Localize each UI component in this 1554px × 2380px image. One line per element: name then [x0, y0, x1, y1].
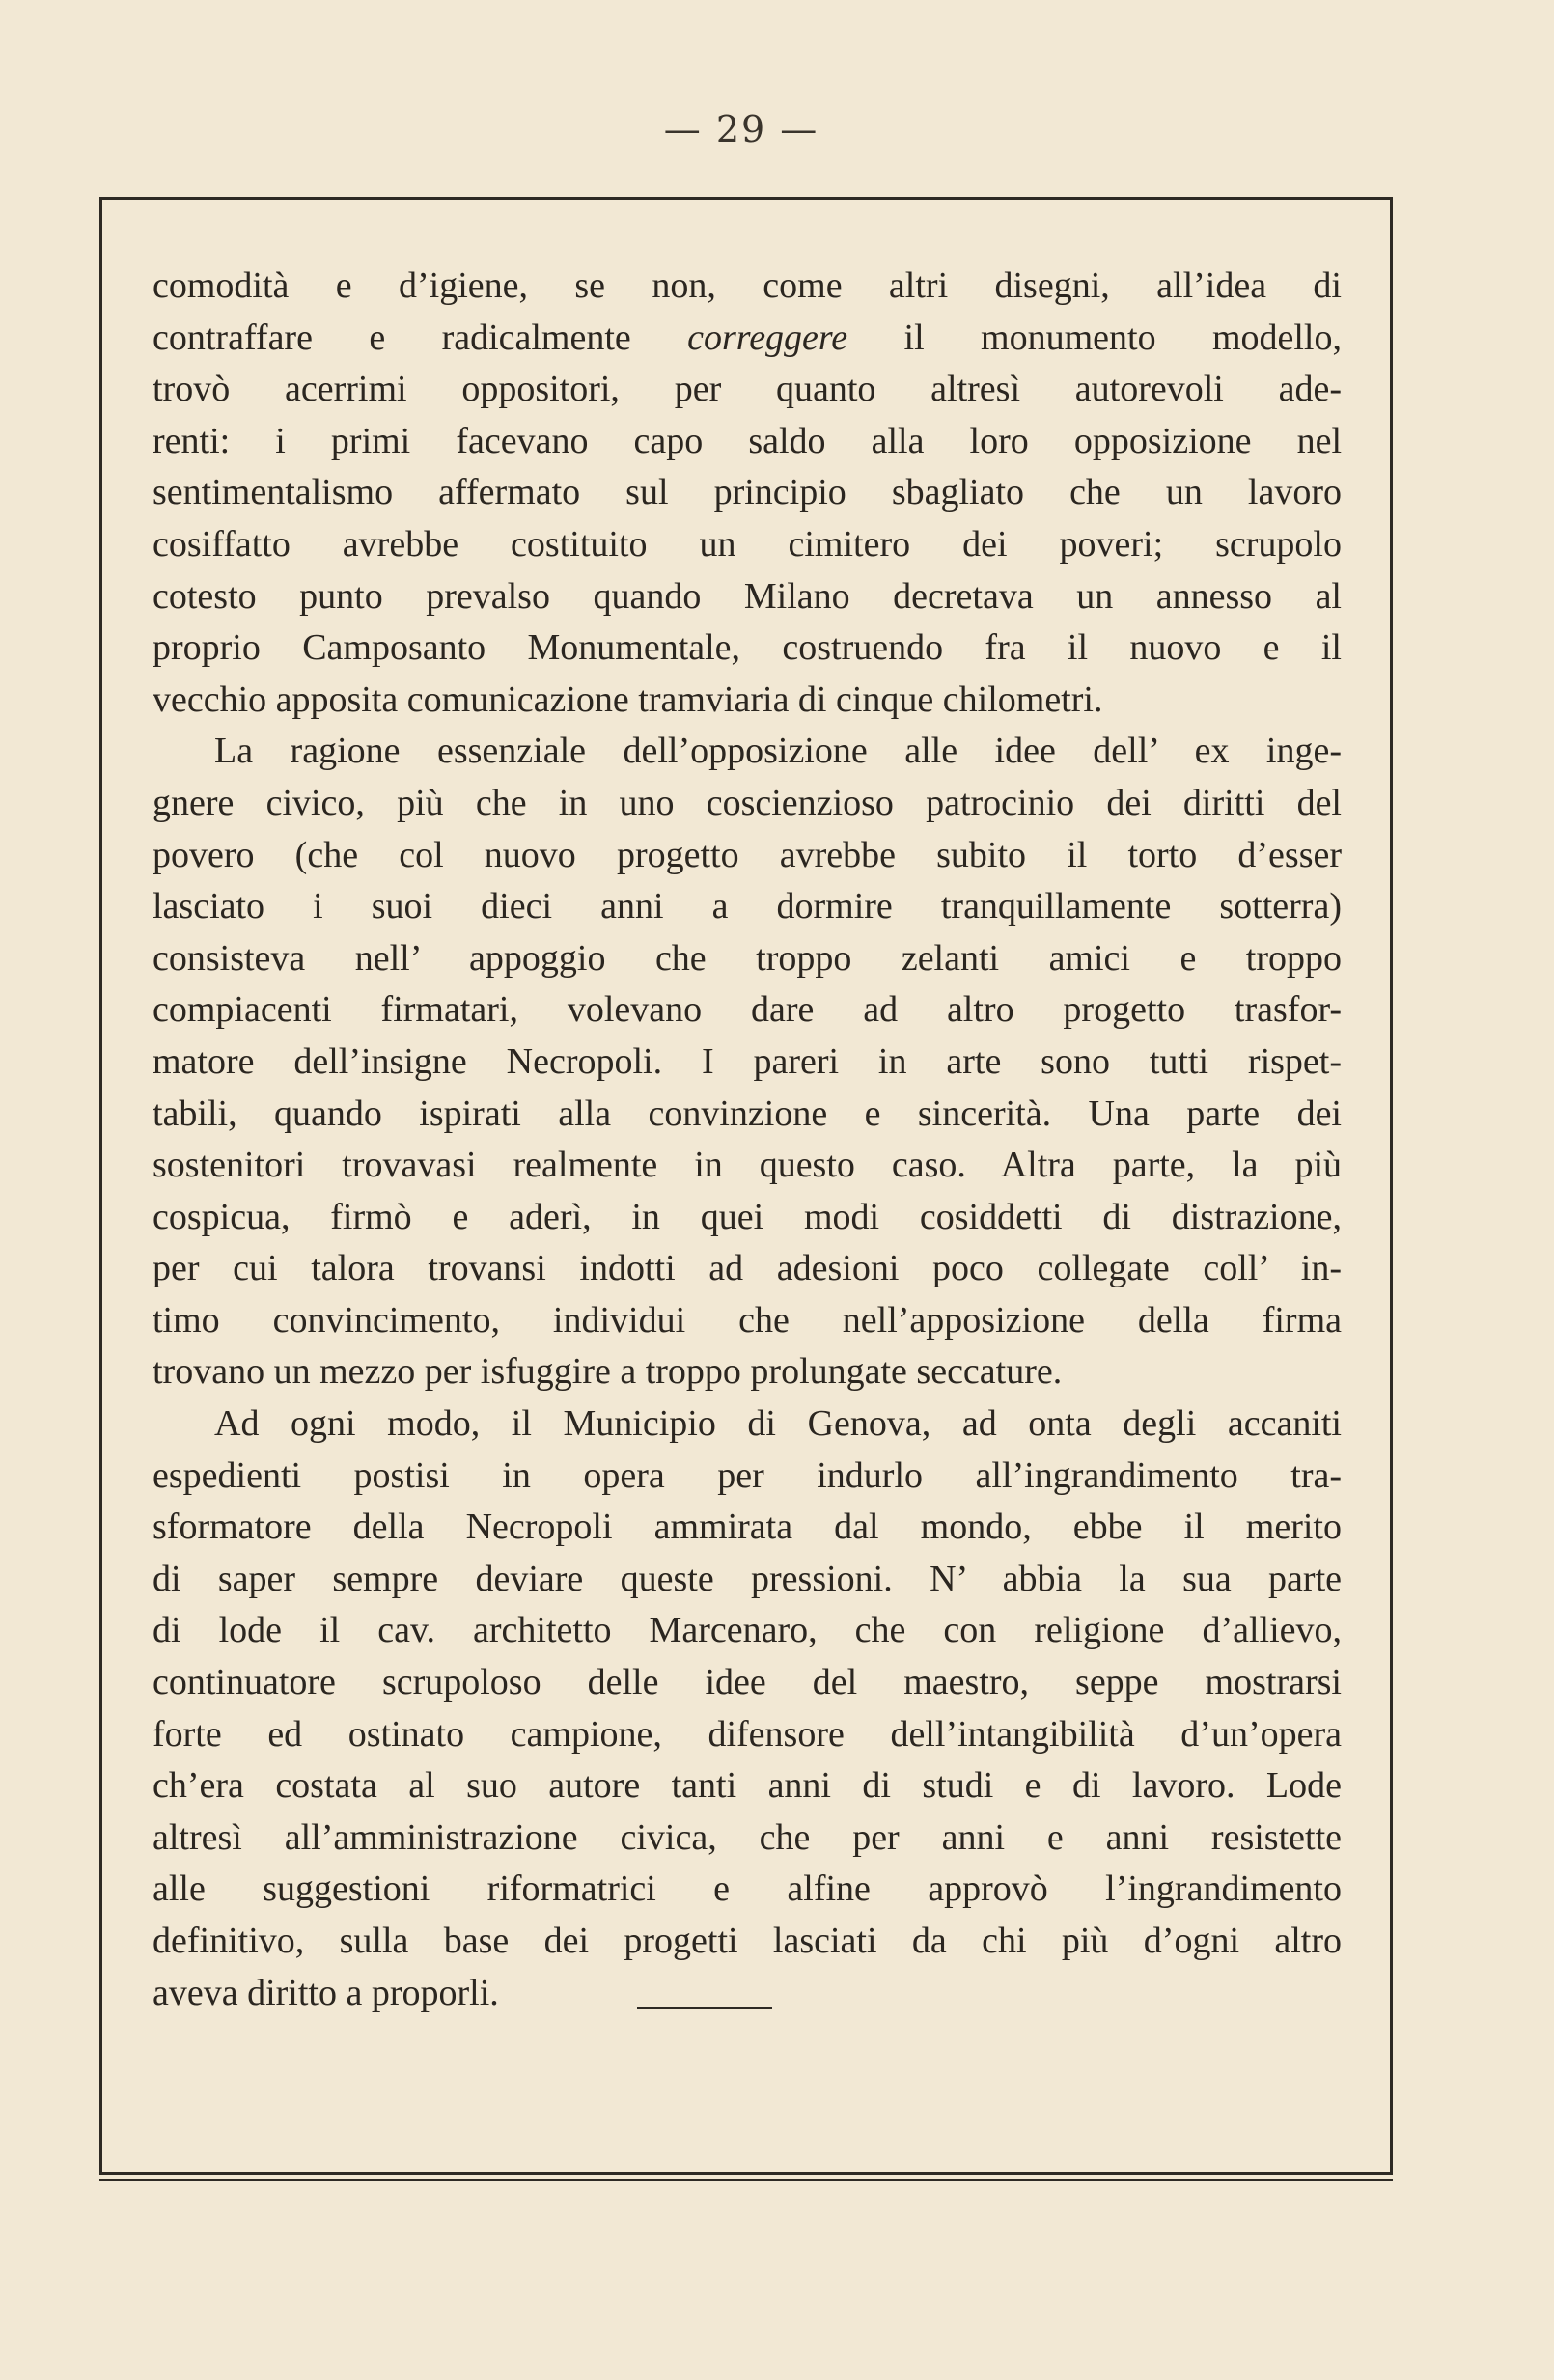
text-line: vecchio apposita comunicazione tramviaria di cinque chilometri. — [153, 678, 1103, 720]
text-line: cotesto punto prevalso quando Milano decretava un annesso al — [153, 575, 1342, 617]
text-line: altresì all’amministrazione civica, che per anni e anni resistette — [153, 1816, 1342, 1858]
text-line: povero (che col nuovo progetto avrebbe subito il torto d’esser — [153, 834, 1342, 875]
text-line: sformatore della Necropoli ammirata dal mondo, ebbe il merito — [153, 1507, 1342, 1548]
text-line: contraffare e radicalmente correggere il monumento modello, — [153, 317, 1342, 358]
text-line: ch’era costata al suo autore tanti anni di studi e di lavoro. Lode — [153, 1765, 1342, 1807]
text-line: La ragione essenziale dell’opposizione alle idee dell’ ex inge- — [214, 731, 1342, 772]
paragraph-1 — [153, 261, 1342, 726]
text-line: compiacenti firmatari, volevano dare ad altro progetto trasfor- — [153, 989, 1342, 1031]
text-line: matore dell’insigne Necropoli. I pareri in arte sono tutti rispet- — [153, 1040, 1342, 1082]
text-line: Ad ogni modo, il Municipio di Genova, ad onta degli accaniti — [214, 1403, 1342, 1445]
text-line: renti: i primi facevano capo saldo alla loro opposizione nel — [153, 420, 1342, 461]
frame-bottom-rule — [99, 2179, 1393, 2181]
text-line: aveva diritto a proporli. — [153, 1972, 499, 2013]
text-line: continuatore scrupoloso delle idee del maestro, seppe mostrarsi — [153, 1662, 1342, 1703]
text-line: forte ed ostinato campione, difensore dell’intangibilità d’un’opera — [153, 1713, 1342, 1755]
text-line: definitivo, sulla base dei progetti lasciati da chi più d’ogni altro — [153, 1921, 1342, 1961]
text-line: di lode il cav. architetto Marcenaro, che con religione d’allievo, — [153, 1610, 1342, 1651]
body-text — [153, 261, 1342, 2019]
text-line: consisteva nell’ appoggio che troppo zelanti amici e troppo — [153, 937, 1342, 979]
text-line: per cui talora trovansi indotti ad adesioni poco collegate coll’ in- — [153, 1248, 1342, 1289]
text-line: sentimentalismo affermato sul principio sbagliato che un lavoro — [153, 472, 1342, 513]
closing-rule — [637, 2007, 772, 2009]
paragraph-2 — [153, 726, 1342, 1398]
paragraph-3 — [153, 1398, 1342, 2019]
text-line: tabili, quando ispirati alla convinzione e sincerità. Una parte dei — [153, 1093, 1342, 1134]
italic-word: correggere — [687, 317, 848, 358]
text-line: lasciato i suoi dieci anni a dormire tranquillamente sotterra) — [153, 886, 1342, 927]
text-line: timo convincimento, individui che nell’apposizione della firma — [153, 1299, 1342, 1341]
text-line: di saper sempre deviare queste pressioni. N’ abbia la sua parte — [153, 1558, 1342, 1599]
text-line: gnere civico, più che in uno coscienzioso patrocinio dei diritti del — [153, 782, 1342, 823]
text-line: alle suggestioni riformatrici e alfine approvò l’ingrandimento — [153, 1868, 1342, 1910]
text-line: comodità e d’igiene, se non, come altri disegni, all’idea di — [153, 265, 1342, 306]
text-line: cosiffatto avrebbe costituito un cimitero dei poveri; scrupolo — [153, 523, 1342, 565]
page-number: — 29 — — [663, 108, 819, 151]
text-line: cospicua, firmò e aderì, in quei modi cosiddetti di distrazione, — [153, 1196, 1342, 1237]
text-line: espedienti postisi in opera per indurlo all’ingrandimento tra- — [153, 1454, 1342, 1496]
text-line: trovò acerrimi oppositori, per quanto altresì autorevoli ade- — [153, 369, 1342, 410]
text-line: sostenitori trovavasi realmente in questo caso. Altra parte, la più — [153, 1145, 1342, 1186]
text-line: proprio Camposanto Monumentale, costruendo fra il nuovo e il — [153, 627, 1342, 669]
text-line: trovano un mezzo per isfuggire a troppo prolungate seccature. — [153, 1351, 1063, 1393]
